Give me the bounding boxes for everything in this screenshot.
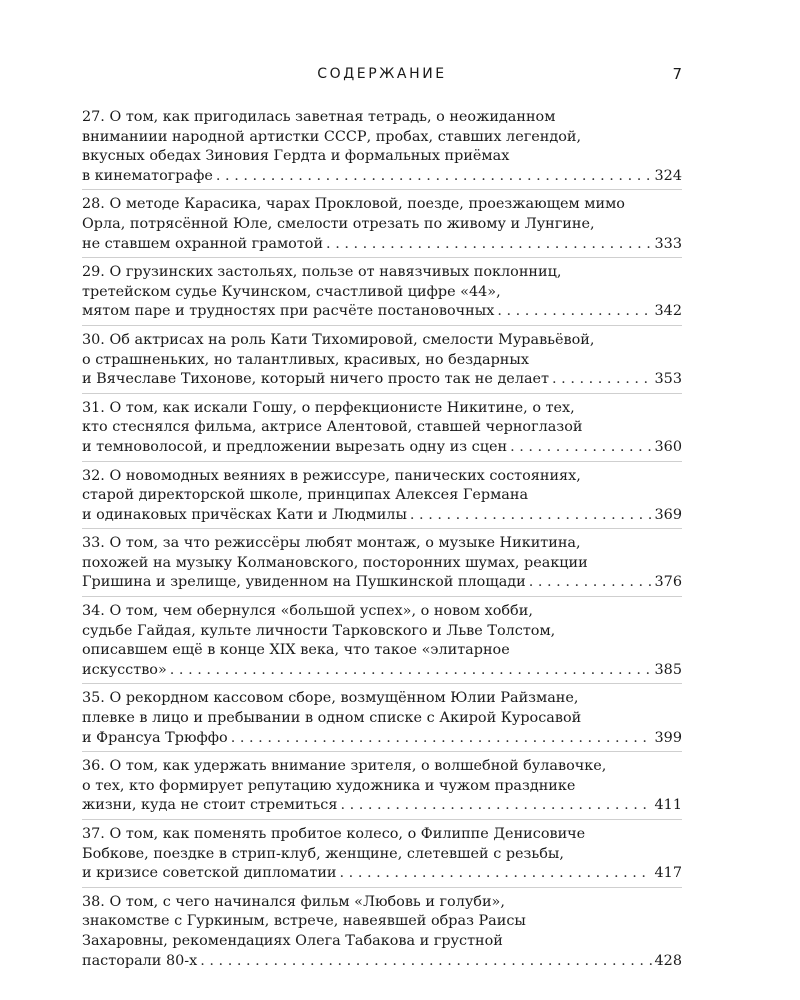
toc-entry-line: 28. О методе Карасика, чарах Прокловой, поезде, проезжающем мимо (82, 196, 625, 213)
page-header (82, 64, 682, 88)
toc-entry-last-line (82, 796, 682, 816)
toc-entry-line: 29. О грузинских застольях, пользе от навязчивых поклонниц, (82, 264, 562, 281)
toc-entry-line: и Вячеславе Тихонове, который ничего просто так не делает (82, 371, 550, 388)
toc-entry[interactable] (82, 467, 682, 530)
dot-leader (170, 661, 652, 681)
toc-page-number[interactable]: 324 (654, 167, 682, 184)
toc-entry[interactable] (82, 825, 682, 888)
toc-entry-line: пасторали 80-х (82, 952, 198, 969)
toc-entry-line: похожей на музыку Колмановского, посторонних шумах, реакции (82, 554, 588, 571)
dot-leader (231, 729, 652, 749)
toc-entry-line: не ставшем охранной грамотой (82, 235, 324, 252)
toc-entry[interactable] (82, 108, 682, 190)
toc-entry-line: третейском судье Кучинском, счастливой цифре «44», (82, 283, 501, 300)
toc-entry-line: искусство» (82, 661, 167, 678)
toc-entry[interactable] (82, 534, 682, 597)
toc-entry-line: Бобкове, поездке в стрип-клуб, женщине, слетевшей с резьбы, (82, 845, 564, 862)
toc-entry-line: в кинематографе (82, 167, 213, 184)
toc-entry[interactable] (82, 263, 682, 326)
toc-page-number[interactable]: 428 (654, 952, 682, 969)
dot-leader (497, 302, 651, 322)
toc-entry-line: 34. О том, чем обернулся «большой успех», о новом хобби, (82, 603, 533, 620)
toc-page-number[interactable]: 333 (654, 235, 682, 252)
toc-entry-line: Орла, потрясённой Юле, смелости отрезать по живому и Лунгине, (82, 215, 595, 232)
toc-entry-line: и темноволосой, и предложении вырезать одну из сцен (82, 438, 508, 455)
dot-leader (216, 167, 652, 187)
toc-entry-line: кто стеснялся фильма, актрисе Алентовой, ставшей черноглазой (82, 419, 583, 436)
dot-leader (340, 796, 651, 816)
toc-entry-last-line (82, 438, 682, 458)
toc-entry-line: о тех, кто формирует репутацию художника и чужом празднике (82, 777, 576, 794)
toc-entry-line: 36. О том, как удержать внимание зрителя, о волшебной булавочке, (82, 758, 607, 775)
toc-entry-line: Захаровны, рекомендациях Олега Табакова и грустной (82, 932, 503, 949)
toc-page-number[interactable]: 417 (654, 865, 682, 882)
toc-entry-line: 37. О том, как поменять пробитое колесо, о Филиппе Денисовиче (82, 826, 586, 842)
toc-entry-line: 38. О том, с чего начинался фильм «Любовь и голуби», (82, 893, 505, 910)
toc-entry-line: вкусных обедах Зиновия Гердта и формальных приёмах (82, 148, 510, 165)
toc-entry-line: 30. Об актрисах на роль Кати Тихомировой, смелости Муравьёвой, (82, 331, 595, 348)
dot-leader (552, 370, 652, 390)
toc-entry-line: 31. О том, как искали Гошу, о перфекционисте Никитине, о тех, (82, 399, 575, 416)
toc-entry-last-line (82, 729, 682, 749)
toc-page-number[interactable]: 360 (654, 438, 682, 455)
toc-page-number[interactable]: 399 (654, 729, 682, 746)
dot-leader (326, 235, 651, 255)
toc-entry-line: знакомстве с Гуркиным, встрече, навеявшей образ Раисы (82, 913, 526, 930)
dot-leader (200, 952, 651, 972)
toc-page-number[interactable]: 353 (654, 371, 682, 388)
dot-leader (529, 573, 652, 593)
toc-entry-last-line (82, 506, 682, 526)
toc-entry-line: Гришина и зрелище, увиденном на Пушкинской площади (82, 574, 526, 591)
toc-entry[interactable] (82, 602, 682, 684)
toc-entry[interactable] (82, 331, 682, 394)
toc-entry-last-line (82, 167, 682, 187)
toc-entry-last-line (82, 302, 682, 322)
toc-entry[interactable] (82, 689, 682, 752)
toc-entry-line: судьбе Гайдая, культе личности Тарковского и Льве Толстом, (82, 622, 556, 639)
toc-entry-line: описавшем ещё в конце XIX века, что такое «элитарное (82, 642, 510, 659)
toc-entry-last-line (82, 661, 682, 681)
toc-entry-line: и одинаковых причёсках Кати и Людмилы (82, 506, 407, 523)
dot-leader (510, 438, 651, 458)
toc-entry-line: 33. О том, за что режиссёры любят монтаж, о музыке Никитина, (82, 535, 581, 552)
page-title: СОДЕРЖАНИЕ (317, 66, 447, 82)
toc-entry-last-line (82, 370, 682, 390)
table-of-contents (82, 108, 682, 979)
toc-entry-line: вниманиии народной артистки СССР, пробах, ставших легендой, (82, 128, 582, 145)
toc-page-number[interactable]: 376 (654, 574, 682, 591)
toc-entry-line: 27. О том, как пригодилась заветная тетрадь, о неожиданном (82, 109, 556, 125)
toc-entry-last-line (82, 864, 682, 884)
toc-entry[interactable] (82, 195, 682, 258)
toc-entry-line: плевке в лицо и пребывании в одном списке с Акирой Куросавой (82, 710, 582, 727)
toc-entry[interactable] (82, 757, 682, 820)
dot-leader (410, 506, 652, 526)
toc-entry-line: жизни, куда не стоит стремиться (82, 797, 338, 814)
toc-entry-line: мятом паре и трудностях при расчёте постановочных (82, 303, 495, 320)
page-number: 7 (672, 65, 682, 83)
toc-entry-last-line (82, 573, 682, 593)
toc-entry-last-line (82, 952, 682, 972)
toc-page-number[interactable]: 385 (654, 661, 682, 678)
toc-page-number[interactable]: 411 (654, 797, 682, 814)
toc-entry[interactable] (82, 399, 682, 462)
toc-entry-line: и Франсуа Трюффо (82, 729, 228, 746)
toc-entry-line: и кризисе советской дипломатии (82, 865, 337, 882)
toc-page-number[interactable]: 342 (654, 303, 682, 320)
toc-entry-line: о страшненьких, но талантливых, красивых, но бездарных (82, 351, 529, 368)
toc-page-number[interactable]: 369 (654, 506, 682, 523)
toc-entry-line: старой директорской школе, принципах Алексея Германа (82, 487, 529, 504)
dot-leader (340, 864, 652, 884)
toc-entry-line: 35. О рекордном кассовом сборе, возмущённом Юлии Райзмане, (82, 690, 579, 707)
toc-entry-line: 32. О новомодных веяниях в режиссуре, панических состояниях, (82, 467, 581, 484)
toc-entry-last-line (82, 235, 682, 255)
toc-entry[interactable] (82, 893, 682, 974)
